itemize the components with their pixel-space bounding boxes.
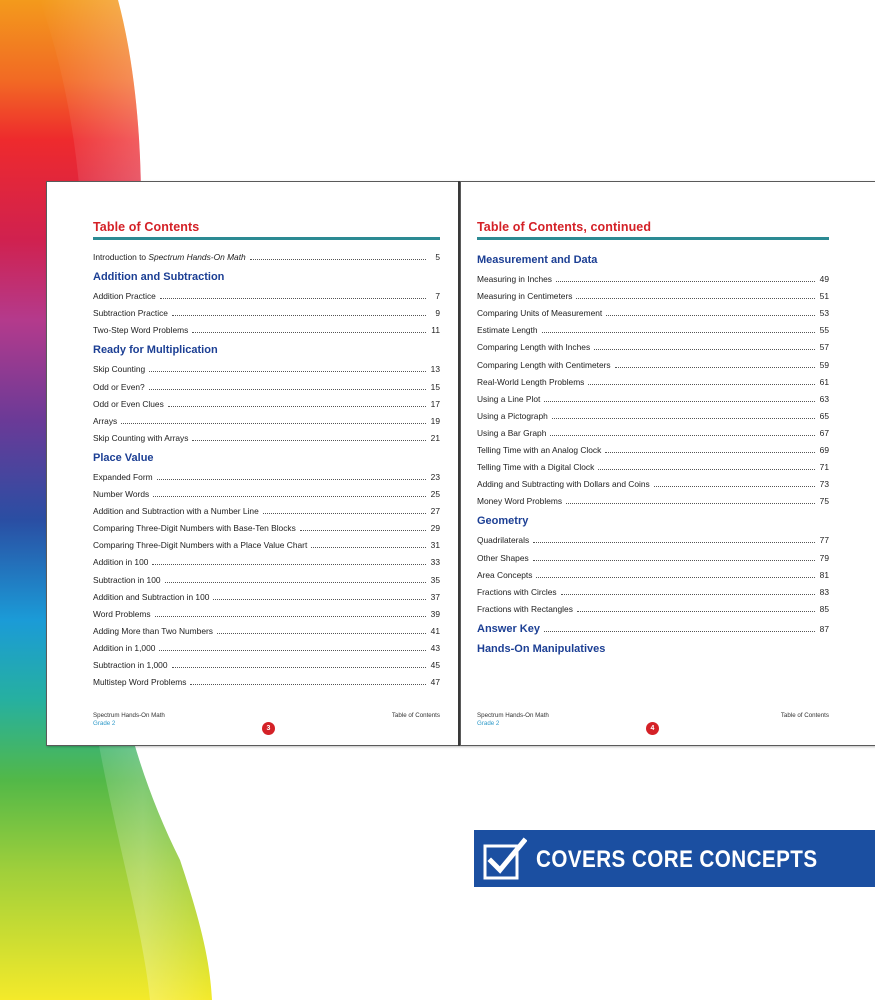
toc-entry-label: Real-World Length Problems (477, 376, 585, 387)
dot-leader (192, 440, 426, 441)
toc-entry-label: Telling Time with an Analog Clock (477, 445, 602, 456)
dot-leader (588, 384, 815, 385)
dot-leader (533, 560, 815, 561)
toc-page-number: 21 (430, 432, 440, 443)
dot-leader (536, 577, 815, 578)
left-page (46, 181, 460, 746)
dot-leader (542, 332, 815, 333)
toc-entry-label: Money Word Problems (477, 496, 563, 507)
toc-entry-label: Area Concepts (477, 569, 533, 580)
section-heading: Place Value (93, 451, 154, 464)
toc-page-number: 57 (819, 342, 829, 353)
toc-entry-label: Estimate Length (477, 325, 538, 336)
toc-page-number: 45 (430, 659, 440, 670)
title-rule (93, 237, 440, 240)
toc-page-number: 35 (430, 574, 440, 585)
section-heading: Ready for Multiplication (93, 344, 218, 357)
toc-entry-label: Comparing Three-Digit Numbers with a Place Value Chart (93, 540, 308, 551)
dot-leader (615, 367, 815, 368)
toc-entry-label: Expanded Form (93, 471, 153, 482)
section-heading: Geometry (477, 515, 529, 528)
toc-page-number: 51 (819, 291, 829, 302)
toc-page-number: 59 (819, 359, 829, 370)
footer-section: Table of Contents (391, 712, 440, 719)
dot-leader (577, 611, 815, 612)
toc-entry-label: Addition and Subtraction with a Number Line (93, 506, 259, 517)
toc-entry (477, 388, 829, 405)
dot-leader (606, 315, 815, 316)
book-spread (46, 181, 875, 746)
footer-section: Table of Contents (780, 712, 829, 719)
toc-entry (93, 483, 440, 500)
dot-leader (556, 281, 815, 282)
toc-page-number: 49 (819, 274, 829, 285)
toc-page-number: 75 (819, 496, 829, 507)
toc-page-number: 69 (819, 445, 829, 456)
dot-leader (157, 479, 426, 480)
toc-entry-label: Answer Key (477, 622, 540, 635)
toc-entry (477, 422, 829, 439)
toc-page-number: 43 (430, 642, 440, 653)
toc-entry (477, 285, 829, 302)
toc-entry (93, 466, 440, 483)
toc-entry-label: Quadrilaterals (477, 535, 530, 546)
dot-leader (160, 298, 426, 299)
toc-page-number: 83 (819, 586, 829, 597)
dot-leader (605, 452, 815, 453)
toc-page-number: 5 (435, 252, 440, 263)
toc-entry (93, 319, 440, 336)
page-title: Table of Contents (93, 220, 200, 234)
dot-leader (121, 423, 426, 424)
toc-page-number: 15 (430, 381, 440, 392)
toc-entry (93, 285, 440, 302)
footer-book-title (93, 712, 165, 727)
dot-leader (217, 633, 426, 634)
toc-entry-label: Comparing Three-Digit Numbers with Base-Ten Blocks (93, 523, 296, 534)
toc-entry-label: Other Shapes (477, 552, 529, 563)
toc-entry (93, 654, 440, 671)
banner-label: COVERS CORE CONCEPTS (536, 846, 818, 873)
toc-entry (93, 568, 440, 585)
toc-page-number: 67 (819, 427, 829, 438)
toc-entry-label: Using a Line Plot (477, 393, 541, 404)
toc-page-number: 65 (819, 410, 829, 421)
dot-leader (544, 631, 815, 632)
toc-entry (477, 353, 829, 370)
toc-list (477, 246, 829, 657)
title-rule (477, 237, 829, 240)
dot-leader (552, 418, 815, 419)
toc-entry-label: Telling Time with a Digital Clock (477, 462, 595, 473)
dot-leader (172, 667, 427, 668)
toc-entry-label: Skip Counting with Arrays (93, 432, 189, 443)
dot-leader (576, 298, 815, 299)
toc-entry (93, 551, 440, 568)
page-number-badge: 3 (262, 722, 275, 735)
dot-leader (172, 315, 426, 316)
toc-section-entry (477, 615, 829, 635)
toc-entry (93, 246, 440, 263)
toc-entry (477, 405, 829, 422)
toc-entry (477, 302, 829, 319)
toc-page-number: 11 (431, 325, 440, 336)
toc-entry-label: Comparing Units of Measurement (477, 308, 603, 319)
toc-entry (93, 410, 440, 427)
toc-page-number: 79 (819, 552, 829, 563)
dot-leader (654, 486, 815, 487)
checkbox-check-icon (483, 837, 527, 880)
toc-page-number: 71 (819, 462, 829, 473)
toc-entry-label: Multistep Word Problems (93, 677, 187, 688)
toc-page-number: 31 (430, 540, 440, 551)
toc-page-number: 41 (430, 625, 440, 636)
toc-entry (93, 302, 440, 319)
dot-leader (550, 435, 815, 436)
toc-entry-label: Measuring in Inches (477, 274, 552, 285)
toc-entry (477, 439, 829, 456)
toc-entry-label: Addition in 1,000 (93, 642, 156, 653)
dot-leader (263, 513, 426, 514)
toc-entry-label: Fractions with Rectangles (477, 603, 573, 614)
dot-leader (192, 332, 426, 333)
dot-leader (159, 650, 426, 651)
toc-page-number: 37 (430, 591, 440, 602)
toc-page-number: 17 (430, 398, 440, 409)
toc-page-number: 61 (819, 376, 829, 387)
toc-entry-label: Addition Practice (93, 291, 156, 302)
toc-entry-label: Using a Bar Graph (477, 427, 547, 438)
toc-entry-label: Measuring in Centimeters (477, 291, 573, 302)
footer-book-name: Spectrum Hands-On Math (93, 712, 165, 719)
toc-page-number: 53 (819, 308, 829, 319)
toc-entry-label: Comparing Length with Centimeters (477, 359, 611, 370)
toc-page-number: 55 (819, 325, 829, 336)
section-heading: Addition and Subtraction (93, 271, 225, 284)
toc-entry (93, 586, 440, 603)
toc-page-number: 9 (435, 308, 440, 319)
toc-entry-label: Addition in 100 (93, 557, 149, 568)
page-number-badge: 4 (646, 722, 659, 735)
toc-entry (93, 427, 440, 444)
toc-entry (477, 598, 829, 615)
section-heading: Hands-On Manipulatives (477, 642, 606, 655)
dot-leader (561, 594, 815, 595)
toc-page-number: 23 (430, 471, 440, 482)
dot-leader (149, 389, 426, 390)
toc-page-number: 87 (819, 623, 829, 634)
footer-grade: Grade 2 (477, 720, 500, 727)
toc-entry (93, 393, 440, 410)
toc-entry (477, 336, 829, 353)
toc-list (93, 246, 440, 688)
toc-entry-label: Word Problems (93, 608, 151, 619)
toc-page-number: 19 (430, 415, 440, 426)
toc-entry-label: Adding More than Two Numbers (93, 625, 213, 636)
toc-entry (93, 500, 440, 517)
toc-page-number: 33 (430, 557, 440, 568)
toc-entry (477, 529, 829, 546)
toc-entry (93, 375, 440, 392)
dot-leader (153, 496, 426, 497)
toc-page-number: 85 (819, 603, 829, 614)
toc-entry-label-title: Spectrum Hands-On Math (148, 252, 246, 263)
toc-page-number: 47 (430, 677, 440, 688)
toc-entry (93, 671, 440, 688)
toc-entry (93, 620, 440, 637)
toc-entry-label: Comparing Length with Inches (477, 342, 591, 353)
toc-entry-label-prefix: Introduction to (93, 252, 149, 263)
toc-entry (93, 517, 440, 534)
footer-grade: Grade 2 (93, 720, 116, 727)
toc-entry-label: Adding and Subtracting with Dollars and Coins (477, 479, 650, 490)
toc-entry (477, 456, 829, 473)
toc-entry (477, 490, 829, 507)
toc-entry (93, 637, 440, 654)
section-heading: Measurement and Data (477, 254, 598, 266)
dot-leader (152, 564, 426, 565)
dot-leader (155, 616, 426, 617)
toc-page-number: 13 (430, 364, 440, 375)
footer-book-title (477, 712, 549, 727)
dot-leader (149, 371, 426, 372)
dot-leader (213, 599, 426, 600)
toc-entry (477, 564, 829, 581)
toc-page-number: 77 (819, 535, 829, 546)
toc-page-number: 27 (430, 506, 440, 517)
dot-leader (300, 530, 426, 531)
dot-leader (250, 259, 426, 260)
toc-entry-label: Fractions with Circles (477, 586, 557, 597)
toc-entry-label: Skip Counting (93, 364, 146, 375)
toc-entry-label: Odd or Even? (93, 381, 145, 392)
toc-entry-label: Number Words (93, 489, 150, 500)
toc-entry (93, 603, 440, 620)
footer-book-name: Spectrum Hands-On Math (477, 712, 549, 719)
toc-entry (477, 268, 829, 285)
toc-entry-label: Subtraction Practice (93, 308, 168, 319)
toc-entry (93, 534, 440, 551)
covers-core-concepts-banner (474, 830, 875, 887)
toc-entry-label: Addition and Subtraction in 100 (93, 591, 210, 602)
right-page (460, 181, 875, 746)
toc-page-number: 73 (819, 479, 829, 490)
dot-leader (598, 469, 815, 470)
toc-entry (477, 581, 829, 598)
toc-page-number: 29 (430, 523, 440, 534)
toc-entry (477, 371, 829, 388)
toc-page-number: 39 (430, 608, 440, 619)
dot-leader (533, 542, 815, 543)
dot-leader (190, 684, 426, 685)
toc-entry-label: Using a Pictograph (477, 410, 548, 421)
toc-page-number: 7 (435, 291, 440, 302)
toc-entry-label: Subtraction in 100 (93, 574, 161, 585)
dot-leader (165, 582, 426, 583)
toc-entry-label: Two-Step Word Problems (93, 325, 189, 336)
toc-entry-label (93, 252, 246, 263)
toc-entry (93, 358, 440, 375)
toc-entry (477, 319, 829, 336)
toc-entry-label: Subtraction in 1,000 (93, 659, 168, 670)
dot-leader (566, 503, 815, 504)
toc-entry-label: Arrays (93, 415, 118, 426)
dot-leader (311, 547, 426, 548)
toc-page-number: 63 (819, 393, 829, 404)
dot-leader (594, 349, 815, 350)
page-title: Table of Contents, continued (477, 220, 652, 234)
dot-leader (168, 406, 426, 407)
toc-entry-label: Odd or Even Clues (93, 398, 164, 409)
toc-page-number: 25 (430, 489, 440, 500)
toc-entry (477, 546, 829, 563)
dot-leader (544, 401, 815, 402)
toc-page-number: 81 (819, 569, 829, 580)
toc-entry (477, 473, 829, 490)
